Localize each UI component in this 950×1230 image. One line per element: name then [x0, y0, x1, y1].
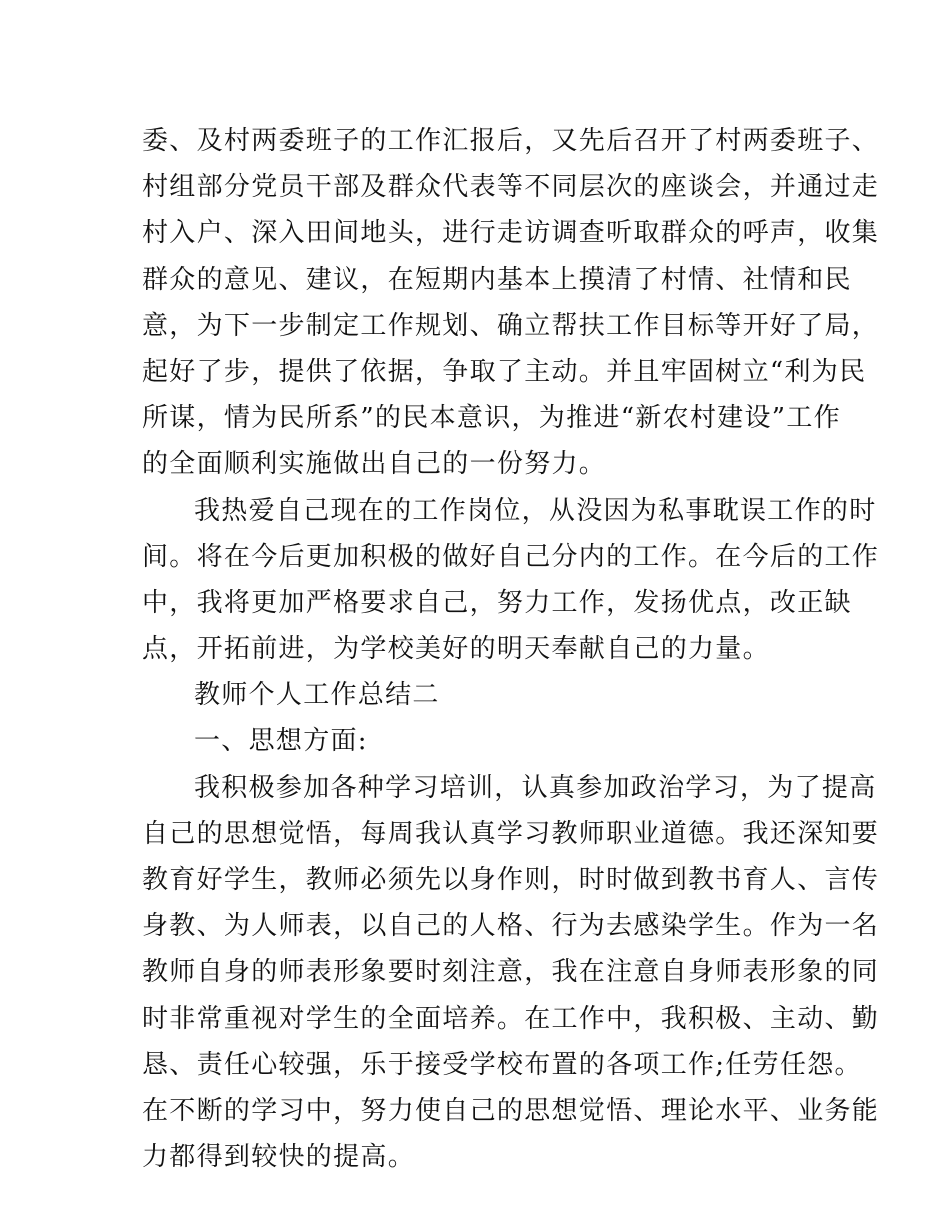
- text-line: 点，开拓前进，为学校美好的明天奉献自己的力量。: [142, 634, 770, 665]
- text-line: 起好了步，提供了依据，争取了主动。并且牢固树立“利为民: [142, 356, 867, 387]
- text-line: 教师个人工作总结二: [194, 680, 440, 711]
- text-line: 教育好学生，教师必须先以身作则，时时做到教书育人、言传: [142, 865, 880, 895]
- text-line: 一、思想方面:: [194, 726, 368, 757]
- text-line: 恳、责任心较强，乐于接受学校布置的各项工作;任劳任怨。: [142, 1049, 862, 1080]
- text-line: 委、及村两委班子的工作汇报后，又先后召开了村两委班子、: [142, 126, 880, 156]
- text-line: 我热爱自己现在的工作岗位，从没因为私事耽误工作的时: [194, 495, 877, 526]
- text-line: 间。将在今后更加积极的做好自己分内的工作。在今后的工作: [142, 541, 880, 572]
- text-line: 力都得到较快的提高。: [142, 1142, 416, 1173]
- text-line: 身教、为人师表，以自己的人格、行为去感染学生。作为一名: [142, 911, 880, 942]
- text-line: 村组部分党员干部及群众代表等不同层次的座谈会，并通过走: [142, 172, 880, 203]
- text-line: 在不断的学习中，努力使自己的思想觉悟、理论水平、业务能: [142, 1095, 880, 1126]
- text-line: 的全面顺利实施做出自己的一份努力。: [142, 449, 607, 480]
- text-line: 村入户、深入田间地头，进行走访调查听取群众的呼声，收集: [142, 218, 880, 249]
- text-line: 群众的意见、建议，在短期内基本上摸清了村情、社情和民: [142, 264, 852, 295]
- text-line: 我积极参加各种学习培训，认真参加政治学习，为了提高: [194, 772, 877, 803]
- text-line: 时非常重视对学生的全面培养。在工作中，我积极、主动、勤: [142, 1003, 880, 1034]
- text-line: 自己的思想觉悟，每周我认真学习教师职业道德。我还深知要: [142, 818, 880, 849]
- text-line: 教师自身的师表形象要时刻注意，我在注意自身师表形象的同: [142, 957, 880, 988]
- text-line: 所谋，情为民所系”的民本意识，为推进“新农村建设”工作: [142, 403, 841, 434]
- text-line: 意，为下一步制定工作规划、确立帮扶工作目标等开好了局，: [142, 310, 880, 341]
- document-body: [142, 118, 880, 1180]
- text-line: 中，我将更加严格要求自己，努力工作，发扬优点，改正缺: [142, 587, 852, 618]
